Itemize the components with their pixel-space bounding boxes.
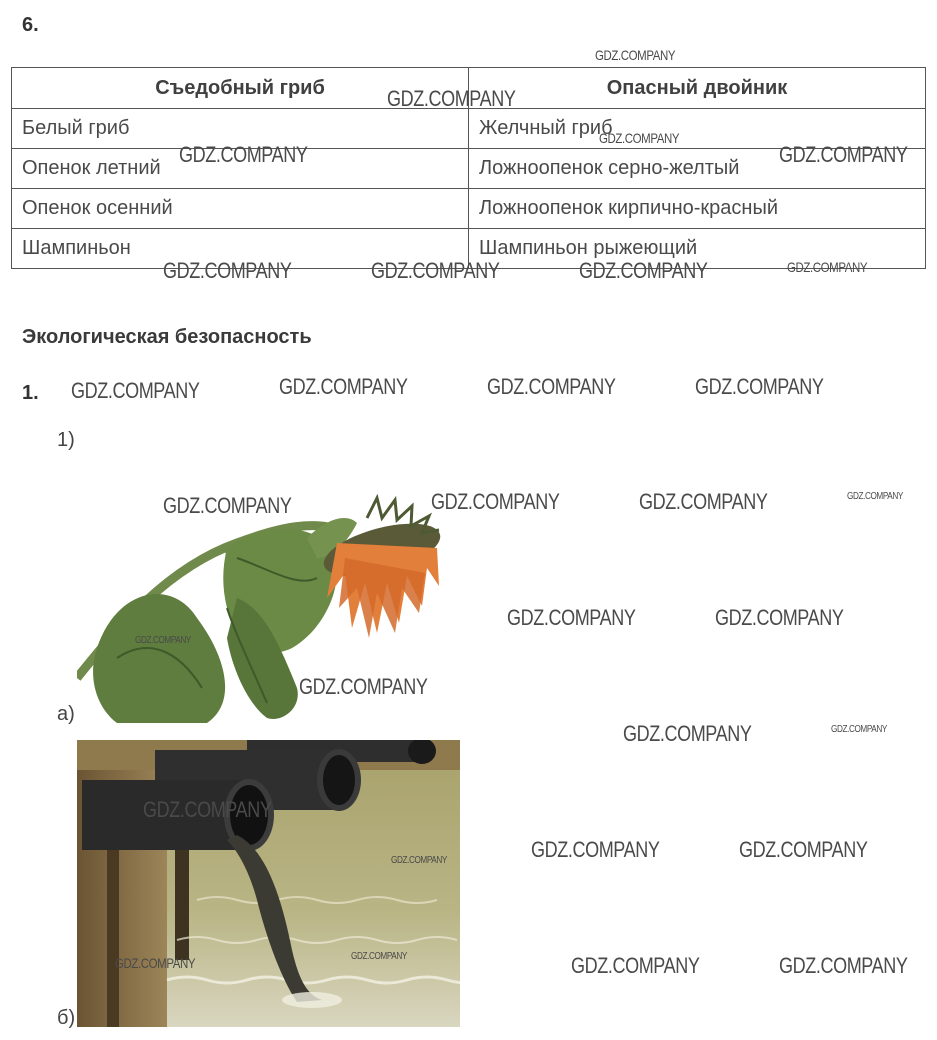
watermark: GDZ.COMPANY: [571, 953, 700, 978]
task-6-number: 6.: [22, 14, 39, 36]
watermark: GDZ.COMPANY: [531, 837, 660, 862]
task-1-number: 1.: [22, 382, 39, 404]
cell-double: Желчный гриб: [469, 109, 926, 149]
watermark: GDZ.COMPANY: [431, 489, 560, 514]
watermark: GDZ.COMPANY: [579, 258, 708, 283]
watermark: GDZ.COMPANY: [639, 489, 768, 514]
label-b: б): [57, 1007, 76, 1029]
watermark: GDZ.COMPANY: [391, 855, 447, 866]
watermark: GDZ.COMPANY: [507, 605, 636, 630]
cell-edible: Шампиньон: [12, 229, 469, 269]
watermark: GDZ.COMPANY: [299, 674, 428, 699]
watermark: GDZ.COMPANY: [487, 374, 616, 399]
header-dangerous-double: Опасный двойник: [469, 68, 926, 109]
watermark: GDZ.COMPANY: [163, 258, 292, 283]
watermark: GDZ.COMPANY: [847, 491, 903, 502]
cell-double: Шампиньон рыжеющий: [469, 229, 926, 269]
watermark: GDZ.COMPANY: [831, 724, 887, 735]
watermark: GDZ.COMPANY: [115, 955, 196, 971]
watermark: GDZ.COMPANY: [351, 951, 407, 962]
cell-edible: Белый гриб: [12, 109, 469, 149]
watermark: GDZ.COMPANY: [779, 142, 908, 167]
cell-edible: Опенок осенний: [12, 189, 469, 229]
table-row: [12, 189, 926, 229]
header-edible: Съедобный гриб: [12, 68, 469, 109]
watermark: GDZ.COMPANY: [715, 605, 844, 630]
watermark: GDZ.COMPANY: [179, 142, 308, 167]
watermark: GDZ.COMPANY: [163, 493, 292, 518]
cell-double: Ложноопенок серно-желтый: [469, 149, 926, 189]
label-a: а): [57, 703, 75, 725]
watermark: GDZ.COMPANY: [135, 635, 191, 646]
watermark: GDZ.COMPANY: [695, 374, 824, 399]
watermark: GDZ.COMPANY: [143, 797, 272, 822]
watermark: GDZ.COMPANY: [599, 130, 680, 146]
subtask-label: 1): [57, 429, 75, 451]
watermark: GDZ.COMPANY: [739, 837, 868, 862]
section-title: Экологическая безопасность: [22, 326, 312, 348]
cell-double: Ложноопенок кирпично-красный: [469, 189, 926, 229]
watermark: GDZ.COMPANY: [71, 378, 200, 403]
watermark: GDZ.COMPANY: [595, 47, 676, 63]
watermark: GDZ.COMPANY: [787, 259, 868, 275]
watermark: GDZ.COMPANY: [387, 86, 516, 111]
watermark: GDZ.COMPANY: [279, 374, 408, 399]
watermark: GDZ.COMPANY: [779, 953, 908, 978]
watermark: GDZ.COMPANY: [623, 721, 752, 746]
cell-edible: Опенок летний: [12, 149, 469, 189]
polluting-pipes-photo: [77, 740, 460, 1027]
watermark: GDZ.COMPANY: [371, 258, 500, 283]
